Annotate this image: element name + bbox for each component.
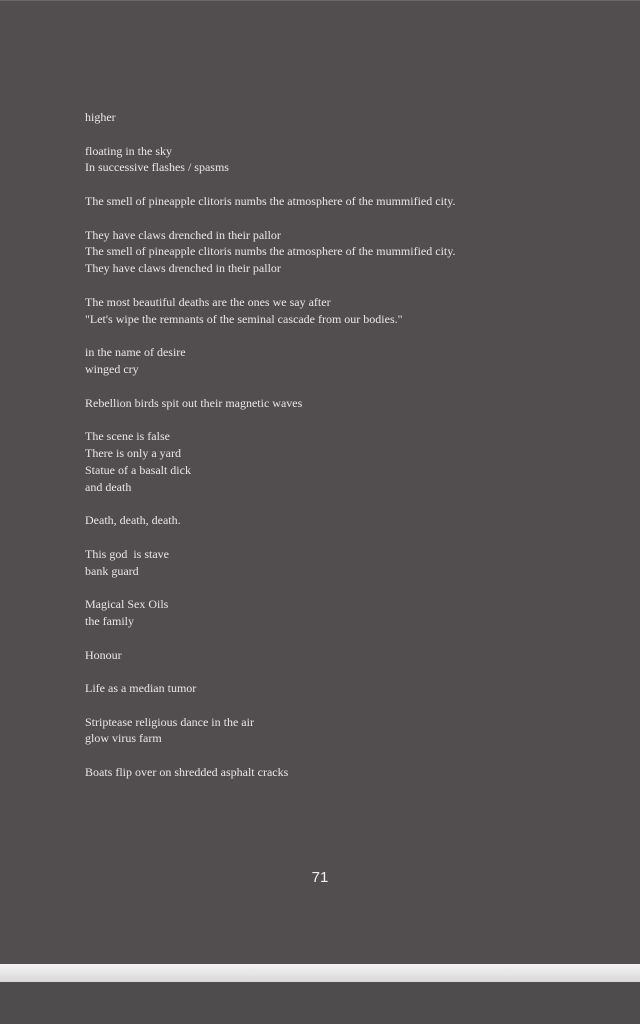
poem-line: Boats flip over on shredded asphalt cracks	[85, 765, 289, 780]
poem-line: Death, death, death.	[85, 513, 181, 528]
poem-line: In successive flashes / spasms	[85, 160, 229, 175]
stanza-1	[85, 109, 605, 126]
poem-line: Statue of a basalt dick	[85, 462, 191, 477]
poem-line: "Let's wipe the remnants of the seminal cascade from our bodies."	[85, 311, 403, 326]
poem-line: The smell of pineapple clitoris numbs the atmosphere of the mummified city.	[85, 244, 456, 259]
poem-line: Honour	[85, 647, 122, 662]
stanza-8	[85, 428, 605, 495]
poem-line: The most beautiful deaths are the ones we say after	[85, 294, 331, 309]
stanza-3	[85, 193, 605, 210]
stanza-11	[85, 596, 605, 630]
stanza-7	[85, 395, 605, 412]
page-number: 71	[311, 869, 329, 886]
poem-line: The scene is false	[85, 429, 170, 444]
poem-line: bank guard	[85, 563, 139, 578]
next-page-preview[interactable]	[0, 982, 640, 1024]
poem-body	[85, 109, 605, 798]
poem-line: There is only a yard	[85, 445, 181, 460]
poem-line: in the name of desire	[85, 345, 186, 360]
stanza-14	[85, 714, 605, 748]
poem-line: Striptease religious dance in the air	[85, 714, 254, 729]
stanza-5	[85, 294, 605, 328]
poem-line: higher	[85, 110, 116, 124]
poem-line: floating in the sky	[85, 143, 172, 158]
poem-line: and death	[85, 479, 132, 494]
poem-line: Magical Sex Oils	[85, 597, 169, 612]
stanza-15	[85, 764, 605, 781]
poem-line: winged cry	[85, 361, 139, 376]
poem-line: They have claws drenched in their pallor	[85, 227, 281, 242]
poem-line: This god is stave	[85, 546, 169, 561]
poem-line: Rebellion birds spit out their magnetic waves	[85, 395, 303, 410]
poem-line: The smell of pineapple clitoris numbs the atmosphere of the mummified city.	[85, 193, 456, 208]
stanza-13	[85, 680, 605, 697]
page-separator	[0, 964, 640, 982]
stanza-12	[85, 647, 605, 664]
poem-line: glow virus farm	[85, 731, 162, 746]
stanza-10	[85, 546, 605, 580]
poem-line: Life as a median tumor	[85, 681, 197, 696]
stanza-2	[85, 143, 605, 177]
stanza-4	[85, 227, 605, 277]
stanza-9	[85, 512, 605, 529]
stanza-6	[85, 344, 605, 378]
poem-line: the family	[85, 613, 134, 628]
poem-line: They have claws drenched in their pallor	[85, 261, 281, 276]
